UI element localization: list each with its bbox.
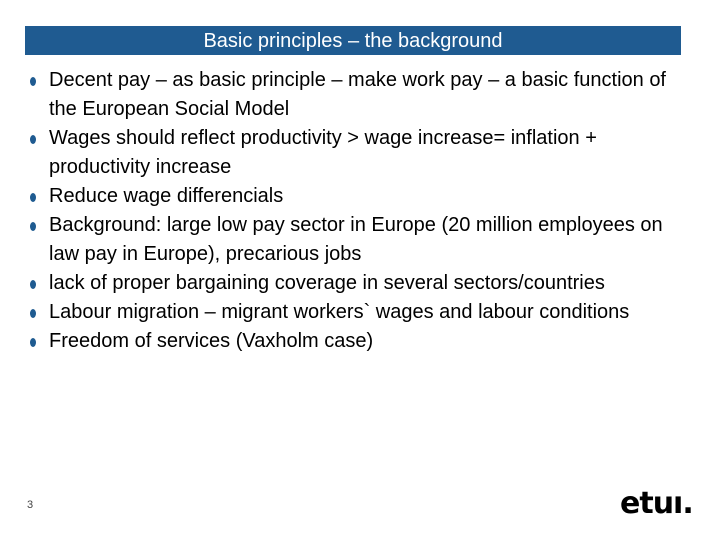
list-item bbox=[30, 298, 690, 327]
bullet-text: Freedom of services (Vaxholm case) bbox=[49, 330, 374, 352]
etui-logo: etuı. bbox=[620, 486, 693, 521]
bullet-list bbox=[30, 66, 690, 356]
bullet-icon bbox=[30, 338, 36, 347]
bullet-text: Wages should reflect productivity > wage increase= inflation + productivity increase bbox=[49, 127, 597, 178]
bullet-icon bbox=[30, 77, 36, 86]
list-item bbox=[30, 182, 690, 211]
page-number: 3 bbox=[27, 499, 34, 511]
bullet-text: Decent pay – as basic principle – make work pay – a basic function of the European Social Model bbox=[49, 69, 666, 120]
slide-title: Basic principles – the background bbox=[203, 30, 503, 52]
title-bar bbox=[25, 26, 681, 55]
bullet-icon bbox=[30, 222, 36, 231]
bullet-text: Background: large low pay sector in Europe (20 million employees on law pay in Europe), precarious jobs bbox=[49, 214, 663, 265]
bullet-icon bbox=[30, 135, 36, 144]
list-item bbox=[30, 66, 690, 124]
bullet-icon bbox=[30, 193, 36, 202]
list-item bbox=[30, 269, 690, 298]
bullet-icon bbox=[30, 280, 36, 289]
list-item bbox=[30, 327, 690, 356]
bullet-text: Labour migration – migrant workers` wages and labour conditions bbox=[49, 301, 630, 323]
bullet-text: Reduce wage differencials bbox=[49, 185, 284, 207]
bullet-icon bbox=[30, 309, 36, 318]
list-item bbox=[30, 124, 690, 182]
list-item bbox=[30, 211, 690, 269]
bullet-text: lack of proper bargaining coverage in several sectors/countries bbox=[49, 272, 605, 294]
